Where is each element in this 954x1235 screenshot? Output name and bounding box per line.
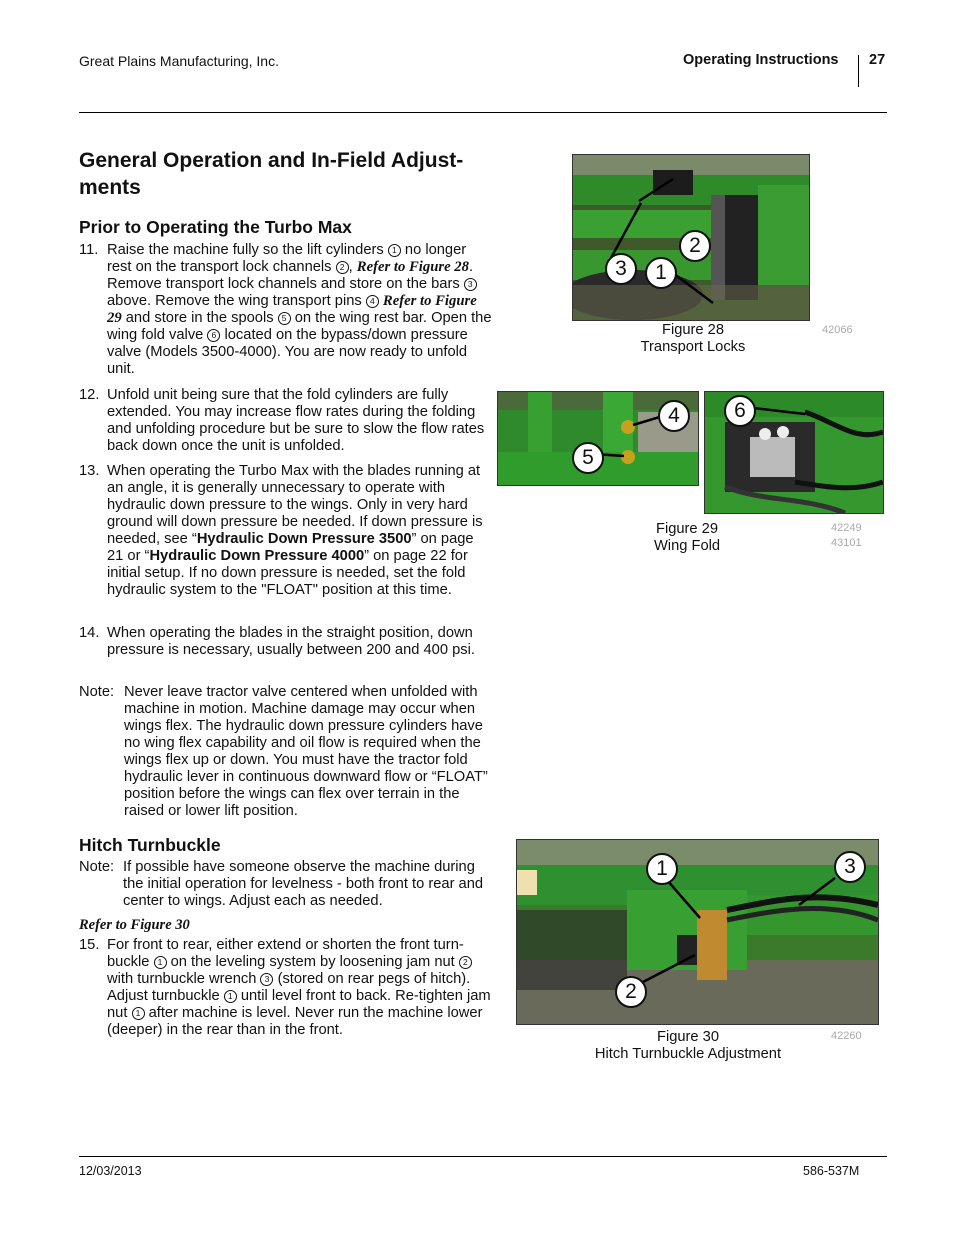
page-number: 27	[869, 52, 886, 68]
figure-reference-link[interactable]: Refer to Figure 28	[356, 259, 469, 275]
header-divider	[858, 55, 859, 87]
callout-marker: 1	[646, 853, 678, 885]
item-text: When operating the blades in the straight position, down pressure is necessary, usually between 200 and 400 psi.	[107, 625, 475, 658]
callout-ref: 4	[366, 295, 379, 308]
figure-reference-link[interactable]: Refer to Figure 29	[107, 293, 477, 326]
section-heading-prior: Prior to Operating the Turbo Max	[79, 217, 352, 237]
note-block-hitch	[79, 859, 494, 911]
item-number: 15.	[79, 937, 100, 953]
item-number: 13.	[79, 463, 100, 479]
callout-ref: 6	[207, 329, 220, 342]
figure-30-caption: Figure 30 Hitch Turnbuckle Adjustment	[594, 1029, 782, 1062]
callout-marker: 2	[615, 976, 647, 1008]
callout-marker: 4	[658, 400, 690, 432]
callout-marker: 3	[605, 253, 637, 285]
list-item-12	[79, 387, 494, 457]
callout-ref: 3	[464, 278, 477, 291]
figure-29-photo-left	[497, 391, 699, 486]
callout-marker: 2	[679, 230, 711, 262]
item-number: 11.	[79, 242, 99, 258]
header-company: Great Plains Manufacturing, Inc.	[79, 53, 279, 69]
image-id: 42260	[831, 1030, 862, 1042]
callout-ref: 1	[388, 244, 401, 257]
cross-reference-link[interactable]: Hydraulic Down Pressure 3500	[196, 531, 412, 547]
callout-marker: 3	[834, 851, 866, 883]
section-heading-hitch: Hitch Turnbuckle	[79, 835, 221, 855]
callout-ref: 2	[459, 956, 472, 969]
callout-marker: 6	[724, 395, 756, 427]
item-text: Raise the machine fully so the lift cylinders 1 no longer rest on the transport lock channels 2 , Refer to Figure 28. Remove transport lock channels and store on the bars 3 above. Remove the wing transport pins 4 Refer to Figure 29 and store in the spools 5 on the wing rest bar. Open the wing fold valve 6 located on the bypass/down pressure valve (Models 3500-4000). You are now ready to unfold unit.	[107, 242, 492, 377]
note-text: Never leave tractor valve centered when unfolded with machine in motion. Machine damage may occur when wings flex. The hydraulic down pressure cylinders have no wing flex capability and oil flow is required when the wings flex up or down. You must have the tractor fold hydraulic lever in continuous downward flow or “FLOAT” position before the wings can flex over terrain in the raised or lower lift position.	[124, 684, 488, 819]
figure-29-photo-right	[704, 391, 884, 514]
figure-28-caption: Figure 28 Transport Locks	[640, 322, 746, 355]
figure-29-caption: Figure 29 Wing Fold	[653, 521, 721, 554]
page-title: General Operation and In-Field Adjust- ments	[79, 149, 464, 199]
callout-ref: 1	[224, 990, 237, 1003]
item-number: 14.	[79, 625, 100, 641]
list-item-11	[79, 242, 494, 382]
callout-marker: 1	[645, 257, 677, 289]
item-number: 12.	[79, 387, 100, 403]
callout-ref: 1	[154, 956, 167, 969]
figure-reference-link[interactable]: Refer to Figure 30	[79, 917, 190, 933]
callout-ref: 5	[278, 312, 291, 325]
figure-30-photo	[516, 839, 879, 1025]
cross-reference-link[interactable]: Hydraulic Down Pressure 4000	[149, 548, 365, 564]
footer-doc-number: 586-537M	[803, 1164, 860, 1178]
image-id: 42066	[822, 324, 853, 336]
header-section: Operating Instructions	[683, 52, 839, 68]
image-id: 42249 43101	[831, 522, 862, 549]
callout-ref: 3	[260, 973, 273, 986]
callout-ref: 1	[132, 1007, 145, 1020]
hitch-turnbuckle-illustration	[517, 840, 878, 1024]
list-item-15	[79, 937, 494, 1047]
callout-ref: 2	[336, 261, 349, 274]
footer-date: 12/03/2013	[79, 1164, 142, 1178]
item-text: Unfold unit being sure that the fold cylinders are fully extended. You may increase flow rates during the folding and unfolding procedure but be sure to slow the flow rates back down once the unit is unfolded.	[107, 387, 485, 454]
list-item-13	[79, 463, 494, 618]
item-text: For front to rear, either extend or shorten the front turn-buckle 1 on the leveling system by loosening jam nut 2 with turnbuckle wrench 3 (stored on rear pegs of hitch). Adjust turnbuckle 1 until level front to back. Re-tighten jam nut 1 after machine is level. Never run the machine lower (deeper) in the rear than in the front.	[107, 937, 491, 1038]
note-label: Note:	[79, 859, 115, 875]
callout-marker: 5	[572, 442, 604, 474]
footer-rule	[79, 1156, 887, 1157]
note-block	[79, 684, 494, 824]
item-text: When operating the Turbo Max with the blades running at an angle, it is generally unnecessary to operate with hydraulic down pressure to the wings. Only in very hard ground will down pressure be needed. If down pressure is needed, see “Hydraulic Down Pressure 3500” on page 21 or “Hydraulic Down Pressure 4000” on page 22 for initial setup. If no down pressure is needed, set the fold hydraulic system to the "FLOAT" position at this time.	[107, 463, 483, 598]
figure-28-photo	[572, 154, 810, 321]
header-rule	[79, 112, 887, 113]
note-label: Note:	[79, 684, 115, 700]
list-item-14	[79, 625, 494, 677]
note-text: If possible have someone observe the machine during the initial operation for levelness - both front to rear and center to wings. Adjust each as needed.	[123, 859, 484, 909]
